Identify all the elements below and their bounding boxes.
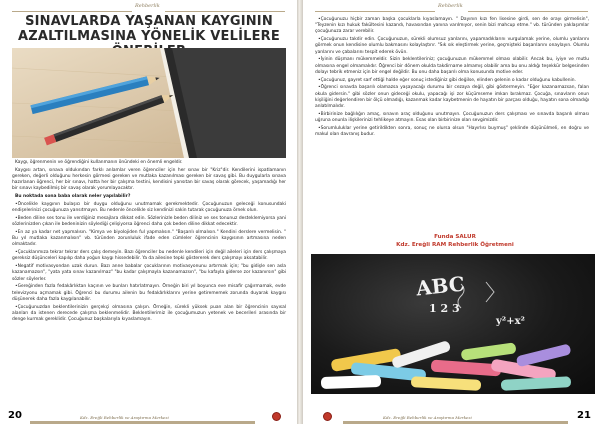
chalk-numbers: 1 2 3 — [429, 302, 460, 315]
header-rule-left — [315, 11, 435, 12]
chalk-pieces-illustration — [311, 254, 595, 394]
right-footer — [303, 410, 600, 424]
left-footer — [0, 410, 297, 424]
header-rule-right — [468, 11, 588, 12]
paragraph: •Beden diline ses tonu ile verdiğiniz mesajlara dikkat edin. Sözlerinizle beden diliniz ve ses tonunuz desteklemiyorsa yani sözlerinizden çıkan ile bedeninizin söylediği çelişiyorsa öğrenci daha çok beden diline dikkat edecektir. — [12, 216, 286, 228]
paragraph: •En az ya kadar net yapmalısın. "Kimya ve biyolojiden ful yapmalısın." "Başarılı olmalısın." Kendini derslere vermelisin. " Bu yıl mutlaka kazanmalısın" vb. türünden zorunluluk ifade eden cümleler öğrencinin kaygısının artmasına neden olmaktadır. — [12, 230, 286, 248]
footer-text-left: Kdz. Ereğli Rehberlik ve Araştırma Merkezi — [80, 415, 169, 420]
chalk-formula: y²+x² — [496, 316, 525, 327]
page-title: SINAVLARDA YAŞANAN KAYGININ AZALTILMASINA YÖNELİK VELİLERE — [18, 14, 280, 44]
pencils-notebook-illustration — [12, 48, 286, 158]
paragraph: Kaygı, öğrenmenin ve öğrendiğini kullanmanın önündeki en önemli engeldir. — [15, 160, 183, 165]
paragraph: •Çocuğunuzu takdir edin. Çocuğunuzun, sürekli olumsuz yanlarını, yapamadıklarını vurgulamak yerine, olumlu yanlarını görmek onun kendisine olumlu bakmasını kolaylaştırır. "Sık sık eleştirmek yerine, geçmişteki başarılarını onaylayın. Olumlu yanlarını ve çabalarını tespit ederek övün. — [315, 37, 589, 55]
right-page — [303, 0, 600, 424]
paragraph: •Sorumluluklar yerine getirildikten sonra, sonuç ne olursa olsun "Hayırlısı buymuş" şeklinde düşünülmeli, en doğru ve makul olan davranış budur. — [315, 125, 589, 138]
author-name: Funda SALUR — [434, 234, 476, 240]
institution-seal-icon — [323, 412, 332, 421]
header-rule-left — [12, 11, 132, 12]
blackboard-chalk-photo — [311, 254, 595, 394]
author-signature — [325, 233, 585, 249]
paragraph: •Öncelikle kaygının bulaşıcı bir duygu olduğunu unutmamak gerekmektedir. Çocuğunuzun geleceği konusundaki endişelerinizi çocuğunuza yansıtmayın. Bu nedenle öncelikle siz kendinizi sakin tutarak çocuğunuza örnek olun. — [12, 202, 286, 214]
paragraph: •Negatif motivasyondan uzak durun. Bazı anne babalar çocuklarının motivasyonunu artırmak için; "bu gidişle sen asla kazanamazsın", "yata yata sınav kazanılmaz" "bu kadar çalışmayla kazanamazsın", "bu kafayla giderse zor kazanırsın" gibi sözler söylerler. — [12, 264, 286, 282]
paragraph: •Gereğinden fazla fedakârlıktan kaçının ve bunları hatırlatmayın. Örneğin biri yıl boyunca eve misafir çağırmamak, evde televizyonu açmamak gibi. Öğrenci bu durumu ailenin bu fedakârlıklarını yerine getirememek zorunda duyarak kaygısı düşünerek daha fazla kaygılanabilir. — [12, 284, 286, 302]
paragraph: •Çocuğunuz, gayret sarf ettiği halde eğer sonuç istediğiniz gibi değilse, elinden gelenin o kadar olduğunu kabullenin. — [318, 77, 576, 83]
right-article-text — [315, 17, 589, 140]
pencils-notebook-photo — [12, 48, 286, 158]
paragraph: •Çocuğunuzu hiçbir zaman başka çocuklarla kıyaslamayın. " Dayının kızı fen lisesine girdi, sen de orayı girmelisin", "Teyzenin kızı hukuk fakültesini kazandı, havasından yanına varılmıyor, senin bizi mahcup etme." vb. türünden yaklaşımlar çocuğunuza zarar verebilir. — [315, 17, 589, 35]
institution-seal-icon — [272, 412, 281, 421]
author-title: Kdz. Ereğli RAM Rehberlik Öğretmeni — [396, 242, 514, 248]
paragraph: Kaygısı artan, sınava oldukından farklı anlamlar veren öğrenciler için her sınav bir "Kriz"dir. Kendilerini ispatlamanın gereken, değerli olduğunu herkesin görmesi gereken ve mutlaka kazanılması gereken bir savaş gibi. Bu duygularla sınava hazırlanan öğrenci, her bir sınavı, hatta her bir çalışma testini, kendisini yansıtan bir savaş olarak görecek, yaşamadığı her bir sınavı kaybedilmiş bir savaş olarak yorumlayacaktır. — [12, 167, 286, 192]
paragraph: •Çocuğunuzdan beklentilerinizin gerçekçi olmasına çalışın. Örneğin, sürekli yüksek puan alan bir öğrencinin sayısal alanları da istenen derecede çalışma beklenmelidir. Beklentilerimiz ile çocuğumuzun yetenek ve becerileri arasında bir denge kurmak gereklidir. Çocuğunuz başkalarıyla kıyaslamayın. — [12, 304, 286, 323]
left-article-text — [12, 160, 286, 325]
paragraph: •Öğrenci sınavda başarılı olamazsa yaşayacağı durumu bir cezaya değil, gibi göstermeyin. "Eğer kazanamazsan, falan okula gidersin." gibi sözler onun gideceği okulu, yapacağı işi zor küçümseme imkan bırakmaz. Çocuğa, sınavların onun kişiliğini değerlendiren bir ölçü olmadığı, kazanmak kadar kaybetmenin de hayatın bir parçası olduğu, hayatın sona olmadığı anlatılmalıdır. — [315, 85, 589, 110]
paragraph: •İyinin düşmanı mükemmeldir. Sizin beklentileriniz; çocuğunuzun mükemmel olması olabilir. Ancak bu, iyiye ve mutlu olmasına engel olmamalıdır. Öğrenci bir dönem okulda takdirname almamış olabilir ama bu onu aldığı teşekkür belgesinden dolayı tebrik etmeniz için bir engel değildir. Bu onu daha başarılı olma konusunda motive eder. — [315, 57, 589, 75]
paragraph: •Çocuklarımıza tekrar tekrar ders çalış demeyin. Bazı öğrenciler bu nedenle kendileri için değil aileleri için ders çalışmaya gereksiz düşünceleri kapılıp daha yoğun kaygı hissedebilir. Ya da ailesine tepki göstererek ders çalışmayı aksatabilir. — [12, 250, 286, 262]
page-number-left: 20 — [8, 410, 22, 421]
running-head-right: Rehberlik — [438, 3, 463, 9]
page-number-right: 21 — [577, 410, 591, 421]
paragraph: •Birbirinize bağlılığın amaç, sınavın araç olduğunu unutmayın. Çocuğunuzun ders çalışması ve sınavda başarılı olması uğruna onunla ilişkilerinizi tehlikeye atmayın. Esas olan birbirinize olan sevgimizdir. — [315, 111, 589, 124]
chalk-abc: ABC — [414, 271, 466, 301]
header-rule-right — [165, 11, 285, 12]
running-head-left: Rehberlik — [135, 3, 160, 9]
paragraph: Bu noktada sona baba olarak neler yapılabilir? — [15, 194, 131, 200]
left-page — [0, 0, 297, 424]
footer-text-right: Kdz. Ereğli Rehberlik ve Araştırma Merkezi — [383, 415, 472, 420]
